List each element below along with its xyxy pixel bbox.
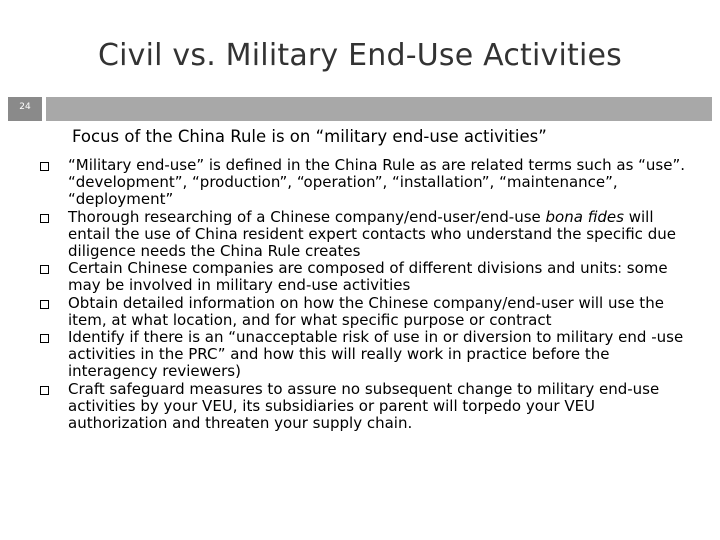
bullet-item (40, 329, 690, 381)
bullet-text: Obtain detailed information on how the Chinese company/end-user will use the item, at what location, and for what specific purpose or contract (68, 293, 664, 329)
square-bullet-icon (40, 386, 49, 395)
bullet-text-italic: bona fides (545, 207, 624, 226)
bullet-text: Craft safeguard measures to assure no subsequent change to military end-use activities by your VEU, its subsidiaries or parent will torpedo your VEU authorization and threaten your supply chain. (68, 379, 660, 433)
bullet-item (40, 209, 690, 261)
bullet-text: “Military end-use” is defined in the China Rule as are related terms such as “use”. “development”, “production”, “operation”, “installation”, “maintenance”, “deployment” (68, 156, 686, 209)
square-bullet-icon (40, 265, 49, 274)
title-divider-bar (46, 97, 712, 121)
bullet-item (40, 260, 690, 294)
square-bullet-icon (40, 300, 49, 309)
bullet-item (40, 381, 690, 433)
slide-number-box (8, 97, 42, 121)
slide-subtitle: Focus of the China Rule is on “military end-use activities” (72, 127, 547, 146)
bullet-text-part: Thorough researching of a Chinese company/end-user/end-use (68, 207, 546, 226)
square-bullet-icon (40, 334, 49, 343)
square-bullet-icon (40, 214, 49, 223)
bullet-text (68, 209, 690, 261)
square-bullet-icon (40, 162, 49, 171)
bullet-item (40, 157, 690, 209)
slide-number: 24 (19, 102, 31, 112)
bullet-text: Identify if there is an “unacceptable risk of use in or diversion to military end -use activities in the PRC” and how this will really work in practice before the interagency reviewers) (68, 328, 684, 381)
bullet-item (40, 295, 690, 329)
slide-title: Civil vs. Military End-Use Activities (97, 38, 623, 73)
bullet-text-part: will entail the use of China resident expert contacts who understand the specific due diligence needs the China Rule creates (68, 207, 676, 261)
bullet-text: Certain Chinese companies are composed of different divisions and units: some may be involved in military end-use activities (68, 259, 668, 295)
bullet-list (40, 157, 690, 432)
